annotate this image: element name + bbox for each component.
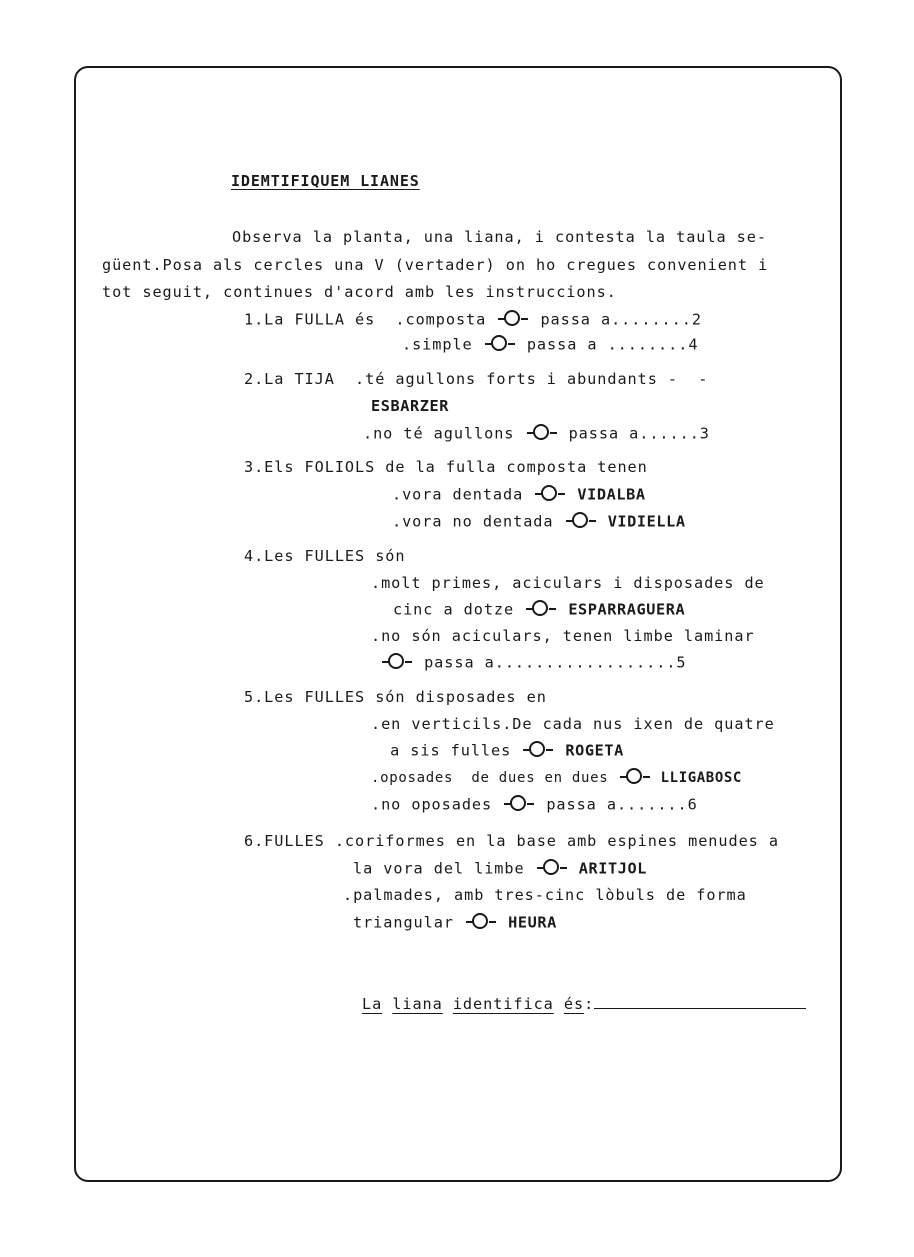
step-2-option-agullons: 2.La TIJA .té agullons forts i abundants - - — [244, 370, 709, 388]
step-5-option-oposades: .oposades de dues en dues LLIGABOSC — [371, 767, 742, 789]
step-6-heading: 6.FULLES — [244, 832, 325, 850]
step-2-heading: 2.La TIJA — [244, 370, 335, 388]
step-3-option-no-dentada: .vora no dentada VIDIELLA — [392, 511, 686, 533]
step-6-option-palmades-cont: triangular HEURA — [353, 912, 557, 934]
answer-circle-vidalba[interactable] — [535, 483, 565, 505]
step-1-heading: 1.La FULLA és — [244, 310, 376, 329]
step-6-option-coriformes-cont: la vora del limbe ARITJOL — [353, 858, 647, 880]
step-6-option-coriformes: 6.FULLES .coriformes en la base amb espines menudes a — [244, 832, 779, 850]
result-esbarzer: ESBARZER — [371, 397, 449, 415]
answer-circle-laminar[interactable] — [382, 651, 412, 673]
result-esparraguera: ESPARRAGUERA — [568, 600, 686, 619]
intro-line-1: Observa la planta, una liana, i contesta la taula se- — [232, 228, 767, 246]
answer-circle-no-oposades[interactable] — [504, 793, 534, 815]
step-4-option-laminar: .no són aciculars, tenen limbe laminar — [371, 627, 755, 645]
final-answer-row: La liana identifica és: — [362, 994, 806, 1014]
result-aritjol: ARITJOL — [578, 859, 647, 878]
result-vidalba: VIDALBA — [577, 485, 646, 504]
page-title: IDEMTIFIQUEM LIANES — [231, 172, 420, 190]
step-1-option-composta: 1.La FULLA és .composta passa a........2 — [244, 309, 702, 331]
answer-blank-field[interactable] — [594, 994, 806, 1009]
answer-circle-vidiella[interactable] — [566, 510, 596, 532]
result-heura: HEURA — [508, 913, 557, 932]
step-1-option-simple: .simple passa a ........4 — [402, 334, 698, 356]
step-4-option-aciculars-cont: cinc a dotze ESPARRAGUERA — [393, 599, 685, 621]
step-5-option-verticils-cont: a sis fulles ROGETA — [380, 740, 624, 762]
step-5-option-no-oposades: .no oposades passa a.......6 — [371, 794, 698, 816]
step-2-option-no-agullons: .no té agullons passa a......3 — [363, 423, 710, 445]
answer-circle-heura[interactable] — [466, 911, 496, 933]
answer-circle-esparraguera[interactable] — [526, 598, 556, 620]
answer-circle-composta[interactable] — [498, 308, 528, 330]
step-4-option-laminar-cont: passa a..................5 — [380, 652, 687, 674]
intro-line-2: güent.Posa als cercles una V (vertader) on ho cregues convenient i — [102, 256, 769, 274]
step-6-option-palmades: .palmades, amb tres-cinc lòbuls de forma — [343, 886, 747, 904]
answer-circle-no-agullons[interactable] — [527, 422, 557, 444]
step-5-option-verticils: .en verticils.De cada nus ixen de quatre — [371, 715, 775, 733]
step-4-heading: 4.Les FULLES són — [244, 547, 406, 565]
step-3-option-dentada: .vora dentada VIDALBA — [392, 484, 646, 506]
answer-circle-rogeta[interactable] — [523, 739, 553, 761]
intro-line-3: tot seguit, continues d'acord amb les instruccions. — [102, 283, 617, 301]
result-rogeta: ROGETA — [565, 741, 624, 760]
answer-circle-lligabosc[interactable] — [620, 766, 650, 788]
step-5-heading: 5.Les FULLES són disposades en — [244, 688, 547, 706]
step-3-heading: 3.Els FOLIOLS de la fulla composta tenen — [244, 458, 648, 476]
result-lligabosc: LLIGABOSC — [660, 770, 742, 786]
answer-circle-simple[interactable] — [485, 333, 515, 355]
answer-circle-aritjol[interactable] — [537, 857, 567, 879]
step-4-option-aciculars: .molt primes, aciculars i disposades de — [371, 574, 765, 592]
result-vidiella: VIDIELLA — [607, 512, 686, 531]
